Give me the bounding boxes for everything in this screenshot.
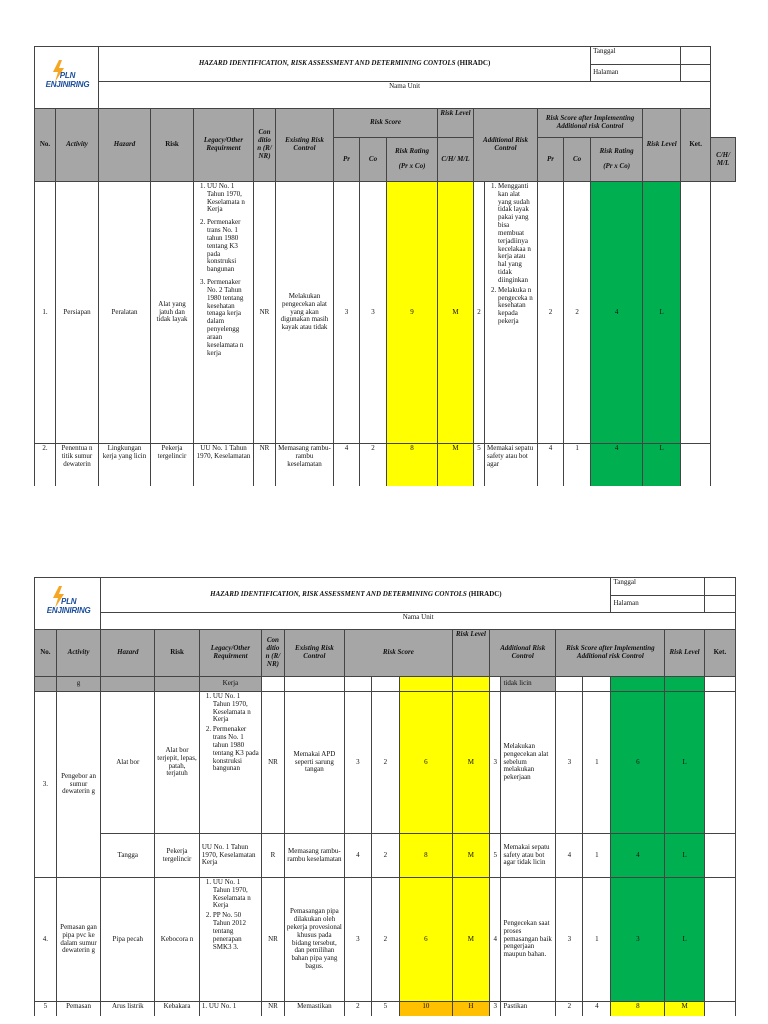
cell-co-after: 1 [583,834,611,878]
cell-legacy [199,692,261,834]
document-title-abbr: (HIRADC) [468,590,502,599]
nama-unit: Nama Unit [99,82,711,109]
cell-condition [262,677,285,692]
cell-ket [704,677,735,692]
list-item: 2. Permenaker trans No. 1 tahun 1980 tentang K3 pada konstruksi bangunan [207,219,251,274]
header-chml-after: C/H/ M/L [711,138,736,182]
header-pr-after: Pr [538,138,564,182]
cell-risk-level: H [452,1002,489,1016]
cell-additional-control: Melakukan pengecekan alat sebelum melakukan pekerjaan [501,692,556,834]
cell-risk-rating: 9 [387,182,438,444]
header-risk: Risk [151,109,194,182]
header-risk-score: Risk Score [344,630,452,677]
header-additional-control: Additional Risk Control [474,109,538,182]
cell-hazard: Tangga [101,834,155,878]
cell-co: 2 [371,692,399,834]
cell-condition: NR [262,1002,285,1016]
cell-no: 3. [35,692,57,878]
header-risk: Risk [155,630,200,677]
cell-ket [704,878,735,1002]
header-ket: Ket. [681,109,711,182]
list-item: 1. UU No. 1 Tahun 1970, Keselamata n Kerja [207,183,251,214]
document-title-text: HAZARD IDENTIFICATION, RISK ASSESSMENT AND DETERMINING CONTOLS [210,590,467,599]
cell-additional-control: Pastikan [501,1002,556,1016]
header-risk-level-after: Risk Level [643,109,681,182]
cell-risk: Pekerja tergelincir [151,444,194,486]
cell-risk-level-after: L [643,182,681,444]
cell-legacy: UU No. 1 Tahun 1970, Keselamatan Kerja [199,834,261,878]
cell-pr: 4 [344,834,371,878]
cell-hazard: Arus listrik [101,1002,155,1016]
cell-activity: Penentua n titik sumur dewaterin [56,444,99,486]
cell-risk-level: M [438,182,474,444]
cell-co [371,677,399,692]
cell-co: 3 [360,182,387,444]
halaman-label: Halaman [591,65,681,82]
table-row [35,677,736,692]
cell-pr [344,677,371,692]
cell-risk: Alat bor terjepit, lepas, patah, terjatuh [155,692,200,834]
header-pr-x-co-after: (Pr x Co) [603,162,631,171]
cell-risk-level [452,677,489,692]
cell-risk-rating-after: 3 [611,878,665,1002]
list-item: 3. Permenaker No. 2 Tahun 1980 tentang kesehatan tenaga kerja dalam penyelengg araan keselamata n kerja [207,279,251,357]
header-risk-level: Risk Level [438,109,474,138]
header-risk-rating-text: Risk Rating [394,146,430,155]
hiradc-table-page-1 [34,46,736,486]
cell-activity: Pemasan gan pipa pvc ke dalam sumur dewaterin g [56,878,101,1002]
list-item: 2. PP No. 50 Tahun 2012 tentang penerapan SMK3 3. [213,912,259,951]
cell-risk-rating-after: 4 [591,182,643,444]
cell-legacy: Kerja [199,677,261,692]
header-legacy: Legacy/Other Requirment [194,109,254,182]
cell-risk-level: M [452,878,489,1002]
cell-pr-after: 3 [556,692,583,834]
cell-additional-control [485,182,538,444]
cell-co: 2 [371,834,399,878]
list-item: 2. Melakuka n pengeceka n kesehatan kepada pekerja [498,287,535,326]
logo-text: PLN ENJINIRING [46,596,91,615]
cell-existing-control: Melakukan pengecekan alat yang akan digunakan masih kayak atau tidak [276,182,334,444]
table-row [35,834,736,878]
cell-pr: 4 [334,444,360,486]
cell-existing-control: Memasang rambu-rambu keselamatan [284,834,344,878]
cell-existing-control [284,677,344,692]
cell-co-after: 1 [564,444,591,486]
cell-risk-level: M [452,692,489,834]
cell-pr-after: 2 [556,1002,583,1016]
cell-hazard: Pipa pecah [101,878,155,1002]
cell-additional-control: tidak licin [501,677,556,692]
list-item: 1. Mengganti kan alat yang sudah tidak layak pakai yang bisa membuat terjadiinya kecelakaa n kerja atau hal yang tidak diinginkan [498,183,535,285]
cell-no: 4. [35,878,57,1002]
list-item: 1. UU No. 1 Tahun 1970, Keselamata n Kerja [213,693,259,724]
cell-pr-after: 3 [556,878,583,1002]
cell-risk-level: M [438,444,474,486]
cell-no: 1. [35,182,56,444]
cell-activity: Pemasan [56,1002,101,1016]
cell-risk-rating-after: 4 [591,444,643,486]
table-row [35,1002,736,1016]
cell-pr: 3 [344,692,371,834]
table-row [35,692,736,834]
cell-risk-rating: 8 [399,834,452,878]
header-hazard: Hazard [99,109,151,182]
cell-ket [681,444,711,486]
header-after-score: Risk Score after Implementing Additional risk Control [538,109,643,138]
cell-hazard [101,677,155,692]
cell-pr: 3 [344,878,371,1002]
halaman-value [704,596,735,613]
cell-risk-rating: 6 [399,692,452,834]
cell-risk-rating-after: 4 [611,834,665,878]
cell-risk-level-after: L [665,878,704,1002]
document-title [101,578,611,613]
cell-risk-rating: 6 [399,878,452,1002]
cell-pr-after: 4 [556,834,583,878]
hiradc-page-1 [34,46,736,486]
cell-pr-after: 2 [538,182,564,444]
nama-unit: Nama Unit [101,613,736,630]
cell-hazard: Peralatan [99,182,151,444]
header-additional-control: Additional Risk Control [490,630,556,677]
header-risk-rating-after [591,138,643,182]
cell-pr-after [556,677,583,692]
cell-additional-control: Pengecekan saat proses pemasangan baik pengerjaan maupun bahan. [501,878,556,1002]
cell-condition: NR [254,182,276,444]
header-condition: Con ditio n (R/ NR) [254,109,276,182]
header-risk-rating [387,138,438,182]
header-chml: C/H/ M/L [438,138,474,182]
tanggal-label: Tanggal [611,578,704,596]
header-hazard: Hazard [101,630,155,677]
cell-risk: Alat yang jatuh dan tidak layak [151,182,194,444]
cell-risk-rating-after: 6 [611,692,665,834]
logo-text: PLN ENJINIRING [45,70,90,89]
cell-risk-level: M [452,834,489,878]
cell-ket [704,692,735,834]
cell-legacy: 1. UU No. 1 [199,1002,261,1016]
cell-risk-rating: 8 [387,444,438,486]
cell-risk-level-after: M [665,1002,704,1016]
cell-legacy [194,182,254,444]
cell-co: 2 [371,878,399,1002]
cell-risk: Kebocora n [155,878,200,1002]
hiradc-page-2 [34,577,736,1016]
cell-no: 2. [35,444,56,486]
header-ket: Ket. [704,630,735,677]
cell-activity: Persiapan [56,182,99,444]
header-legacy: Legacy/Other Requirment [199,630,261,677]
cell-hazard: Alat bor [101,692,155,834]
header-existing-control: Existing Risk Control [284,630,344,677]
cell-risk-rating [399,677,452,692]
table-row [35,878,736,1002]
header-after-score: Risk Score after Implementing Additional risk Control [556,630,665,677]
cell-pr-after: 4 [538,444,564,486]
header-activity: Activity [56,630,101,677]
cell-ket [681,182,711,444]
cell-risk-rating: 10 [399,1002,452,1016]
header-no: No. [35,109,56,182]
header-risk-level: Risk Level [452,630,489,677]
table-row [35,182,736,444]
list-item: 1. UU No. 1 Tahun 1970, Keselamata n Kerja [213,879,259,910]
cell-risk-level-after: L [665,692,704,834]
cell-additional-no: 4 [490,878,501,1002]
cell-ket [704,834,735,878]
cell-legacy: UU No. 1 Tahun 1970, Keselamatan [194,444,254,486]
cell-condition: NR [262,692,285,834]
cell-legacy [199,878,261,1002]
cell-additional-no [490,677,501,692]
company-logo [35,578,101,630]
cell-risk-level-after [665,677,704,692]
cell-risk [155,677,200,692]
company-logo [35,47,99,109]
header-no: No. [35,630,57,677]
header-co: Co [360,138,387,182]
document-title-text: HAZARD IDENTIFICATION, RISK ASSESSMENT AND DETERMINING CONTOLS [198,59,456,68]
cell-risk-rating-after: 8 [611,1002,665,1016]
cell-condition: NR [262,878,285,1002]
cell-co: 5 [371,1002,399,1016]
cell-additional-no: 3 [490,1002,501,1016]
cell-co-after: 1 [583,692,611,834]
cell-pr: 3 [334,182,360,444]
cell-co: 2 [360,444,387,486]
cell-no: 5 [35,1002,57,1016]
cell-existing-control: Memastikan [284,1002,344,1016]
cell-ket [704,1002,735,1016]
header-condition: Con ditio n (R/ NR) [262,630,285,677]
header-risk-rating-after-text: Risk Rating [599,146,634,155]
header-pr-x-co: (Pr x Co) [398,162,426,171]
table-row [35,444,736,486]
header-existing-control: Existing Risk Control [276,109,334,182]
document-title [99,47,591,82]
cell-hazard: Lingkungan kerja yang licin [99,444,151,486]
halaman-label: Halaman [611,596,704,613]
cell-risk-level-after: L [665,834,704,878]
tanggal-label: Tanggal [591,47,681,65]
cell-activity: Pengebor an sumur dewaterin g [56,692,101,878]
cell-activity: g [56,677,101,692]
header-activity: Activity [56,109,99,182]
cell-co-after: 4 [583,1002,611,1016]
cell-co-after: 2 [564,182,591,444]
cell-existing-control: Memakai APD seperti sarung tangan [284,692,344,834]
cell-additional-control: Memakai sepatu safety atau bot agar [485,444,538,486]
header-risk-level-after: Risk Level [665,630,704,677]
tanggal-value [681,47,711,65]
tanggal-value [704,578,735,596]
cell-additional-control: Memakai sepatu safety atau bot agar tidak licin [501,834,556,878]
cell-risk: Kebakara [155,1002,200,1016]
cell-additional-no: 5 [490,834,501,878]
cell-risk-level-after: L [643,444,681,486]
cell-risk: Pekerja tergelincir [155,834,200,878]
cell-existing-control: Memasang rambu-rambu keselamatan [276,444,334,486]
cell-additional-no: 5 [474,444,485,486]
cell-additional-no: 3 [490,692,501,834]
cell-additional-no: 2 [474,182,485,444]
cell-co-after [583,677,611,692]
cell-no [35,677,57,692]
cell-condition: R [262,834,285,878]
document-title-abbr: (HIRADC) [457,59,491,68]
header-risk-score: Risk Score [334,109,438,138]
halaman-value [681,65,711,82]
list-item: 2. Permenaker trans No. 1 tahun 1980 tentang K3 pada konstruksi bangunan [213,726,259,773]
header-pr: Pr [334,138,360,182]
cell-risk-rating-after [611,677,665,692]
header-co-after: Co [564,138,591,182]
cell-existing-control: Pemasangan pipa dilakukan oleh pekerja provesional khusus pada bidang tersebut, dan pemilihan bahan pipa yang bagus. [284,878,344,1002]
cell-co-after: 1 [583,878,611,1002]
hiradc-table-page-2 [34,577,736,1016]
cell-condition: NR [254,444,276,486]
cell-pr: 2 [344,1002,371,1016]
